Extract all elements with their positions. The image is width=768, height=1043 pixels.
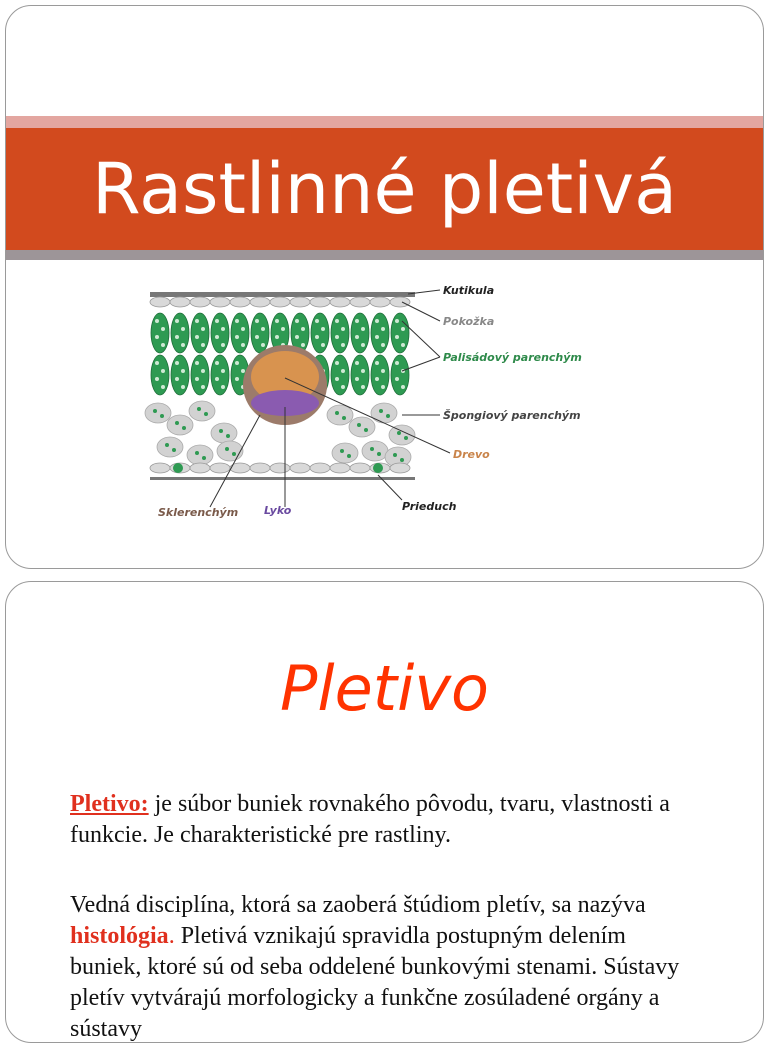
title-band-top-stripe (6, 116, 763, 128)
chloroplast (201, 343, 205, 347)
chloroplast (241, 327, 245, 331)
paragraph-histology (70, 890, 690, 1043)
chloroplast (219, 429, 223, 433)
chloroplast (295, 319, 299, 323)
slide-2-title: Pletivo (280, 652, 489, 725)
chloroplast (181, 327, 185, 331)
chloroplast (341, 343, 345, 347)
chloroplast (355, 319, 359, 323)
chloroplast (261, 343, 265, 347)
chloroplast (235, 335, 239, 339)
label-prieduch: Prieduch (402, 500, 457, 513)
chloroplast (165, 443, 169, 447)
chloroplast (355, 335, 359, 339)
lower-cuticle (150, 477, 415, 480)
palisade-cell (331, 313, 349, 353)
chloroplast (355, 361, 359, 365)
epidermis-cell (310, 463, 330, 473)
spongy-cell (327, 405, 353, 425)
chloroplast (347, 454, 351, 458)
chloroplast (153, 409, 157, 413)
lower-epidermis (150, 463, 410, 473)
epidermis-cell (330, 297, 350, 307)
chloroplast (295, 335, 299, 339)
chloroplast (393, 453, 397, 457)
chloroplast (221, 385, 225, 389)
title-band (6, 128, 763, 250)
chloroplast (215, 377, 219, 381)
chloroplast (401, 385, 405, 389)
palisade-cell (371, 313, 389, 353)
slide-2 (5, 581, 764, 1043)
palisade-cell (171, 313, 189, 353)
chloroplast (364, 428, 368, 432)
chloroplast (175, 361, 179, 365)
chloroplast (161, 343, 165, 347)
chloroplast (375, 319, 379, 323)
epidermis-cell (270, 297, 290, 307)
chloroplast (361, 327, 365, 331)
epidermis-cell (250, 463, 270, 473)
chloroplast (201, 369, 205, 373)
term-dot: . (168, 923, 175, 949)
epidermis-cell (270, 463, 290, 473)
chloroplast (221, 369, 225, 373)
histology-text-b: Pletivá vznikajú spravidla postupným delením buniek, ktoré sú od seba oddelené bunkovými stenami. Sústavy pletív vytvárajú morfologicky a funkčne zosúladené orgány a sústavy (70, 923, 680, 1042)
chloroplast (361, 369, 365, 373)
chloroplast (181, 343, 185, 347)
chloroplast (195, 451, 199, 455)
spongy-cell (157, 437, 183, 457)
chloroplast (195, 361, 199, 365)
chloroplast (335, 377, 339, 381)
spongy-cell (332, 443, 358, 463)
chloroplast (395, 319, 399, 323)
label-sklerenchym: Sklerenchým (158, 506, 239, 519)
chloroplast (342, 416, 346, 420)
label-kutikula: Kutikula (443, 284, 495, 297)
chloroplast (175, 421, 179, 425)
palisade-cell (371, 355, 389, 395)
chloroplast (341, 369, 345, 373)
chloroplast (255, 319, 259, 323)
chloroplast (321, 327, 325, 331)
palisade-cell (351, 313, 369, 353)
chloroplast (377, 452, 381, 456)
spongy-cell (145, 403, 171, 423)
chloroplast (335, 411, 339, 415)
chloroplast (175, 377, 179, 381)
chloroplast (241, 343, 245, 347)
chloroplast (161, 369, 165, 373)
spongy-cell (217, 441, 243, 461)
epidermis-cell (390, 297, 410, 307)
palisade-cell (351, 355, 369, 395)
epidermis-cell (390, 463, 410, 473)
epidermis-cell (150, 297, 170, 307)
chloroplast (397, 431, 401, 435)
chloroplast (241, 369, 245, 373)
chloroplast (275, 319, 279, 323)
chloroplast (395, 377, 399, 381)
chloroplast (400, 458, 404, 462)
chloroplast (175, 335, 179, 339)
chloroplast (232, 452, 236, 456)
chloroplast (379, 409, 383, 413)
chloroplast (375, 377, 379, 381)
chloroplast (195, 335, 199, 339)
epidermis-cell (210, 297, 230, 307)
chloroplast (225, 447, 229, 451)
epidermis-cell (150, 463, 170, 473)
epidermis-cell (370, 297, 390, 307)
chloroplast (235, 361, 239, 365)
chloroplast (355, 377, 359, 381)
title-band-bottom-stripe (6, 250, 763, 260)
epidermis-cell (210, 463, 230, 473)
palisade-cell (211, 313, 229, 353)
chloroplast (315, 319, 319, 323)
palisade-cell (311, 313, 329, 353)
chloroplast (195, 319, 199, 323)
label-spongiovy-parenchym: Špongiový parenchým (443, 409, 581, 422)
epidermis-cell (250, 297, 270, 307)
chloroplast (161, 385, 165, 389)
chloroplast (335, 335, 339, 339)
chloroplast (160, 414, 164, 418)
chloroplast (197, 407, 201, 411)
chloroplast (201, 385, 205, 389)
chloroplast (301, 327, 305, 331)
histology-text-a: Vedná disciplína, ktorá sa zaoberá štúdiom pletív, sa nazýva (70, 892, 646, 918)
chloroplast (361, 343, 365, 347)
palisade-cell (211, 355, 229, 395)
chloroplast (261, 327, 265, 331)
epidermis-cell (290, 297, 310, 307)
chloroplast (404, 436, 408, 440)
chloroplast (281, 327, 285, 331)
chloroplast (181, 369, 185, 373)
chloroplast (341, 385, 345, 389)
chloroplast (375, 361, 379, 365)
epidermis-cell (290, 463, 310, 473)
label-lyko: Lyko (264, 504, 292, 517)
leaf-cross-section-diagram (140, 275, 600, 525)
chloroplast (335, 361, 339, 365)
chloroplast (401, 327, 405, 331)
spongy-cell (371, 403, 397, 423)
palisade-cell (151, 313, 169, 353)
label-palisadovy-parenchym: Palisádový parenchým (443, 351, 582, 364)
chloroplast (204, 412, 208, 416)
chloroplast (155, 319, 159, 323)
epidermis-cell (330, 463, 350, 473)
chloroplast (381, 385, 385, 389)
chloroplast (335, 319, 339, 323)
palisade-cell (191, 313, 209, 353)
spongy-cell (167, 415, 193, 435)
chloroplast (202, 456, 206, 460)
chloroplast (215, 361, 219, 365)
spongy-cell (211, 423, 237, 443)
cuticle-layer (150, 292, 415, 297)
chloroplast (361, 385, 365, 389)
palisade-cell (391, 313, 409, 353)
palisade-cell (231, 313, 249, 353)
chloroplast (381, 369, 385, 373)
palisade-cell (151, 355, 169, 395)
chloroplast (215, 335, 219, 339)
paragraph-definition (70, 789, 690, 851)
chloroplast (215, 319, 219, 323)
label-pokozka: Pokožka (443, 315, 495, 328)
palisade-cell (391, 355, 409, 395)
chloroplast (155, 361, 159, 365)
chloroplast (357, 423, 361, 427)
palisade-cell (331, 355, 349, 395)
chloroplast (381, 327, 385, 331)
chloroplast (155, 377, 159, 381)
chloroplast (221, 343, 225, 347)
spongy-cell (349, 417, 375, 437)
guard-cell (173, 463, 183, 473)
chloroplast (226, 434, 230, 438)
chloroplast (175, 319, 179, 323)
epidermis-cell (230, 297, 250, 307)
palisade-cell (251, 313, 269, 353)
chloroplast (381, 343, 385, 347)
epidermis-cell (350, 297, 370, 307)
definition-text: je súbor buniek rovnakého pôvodu, tvaru, vlastnosti a funkcie. Je charakteristické pre rastliny. (70, 791, 670, 848)
epidermis-cell (310, 297, 330, 307)
chloroplast (395, 335, 399, 339)
chloroplast (201, 327, 205, 331)
chloroplast (340, 449, 344, 453)
epidermis-cell (170, 297, 190, 307)
chloroplast (321, 343, 325, 347)
spongy-cell (362, 441, 388, 461)
term-pletivo: Pletivo: (70, 791, 149, 817)
chloroplast (155, 335, 159, 339)
chloroplast (195, 377, 199, 381)
chloroplast (235, 319, 239, 323)
chloroplast (255, 335, 259, 339)
term-histologia: histológia (70, 923, 169, 949)
spongy-cell (187, 445, 213, 465)
chloroplast (386, 414, 390, 418)
chloroplast (315, 335, 319, 339)
chloroplast (182, 426, 186, 430)
chloroplast (181, 385, 185, 389)
chloroplast (370, 447, 374, 451)
epidermis-cell (190, 463, 210, 473)
label-drevo: Drevo (453, 448, 490, 461)
palisade-cell (191, 355, 209, 395)
chloroplast (275, 335, 279, 339)
chloroplast (172, 448, 176, 452)
epidermis-cell (350, 463, 370, 473)
palisade-cell (171, 355, 189, 395)
chloroplast (235, 377, 239, 381)
chloroplast (161, 327, 165, 331)
epidermis-cell (190, 297, 210, 307)
chloroplast (341, 327, 345, 331)
chloroplast (401, 343, 405, 347)
chloroplast (221, 327, 225, 331)
chloroplast (395, 361, 399, 365)
chloroplast (375, 335, 379, 339)
chloroplast (301, 343, 305, 347)
spongy-cell (189, 401, 215, 421)
slide-title: Rastlinné pletivá (91, 148, 678, 230)
upper-epidermis (150, 297, 410, 307)
guard-cell (373, 463, 383, 473)
